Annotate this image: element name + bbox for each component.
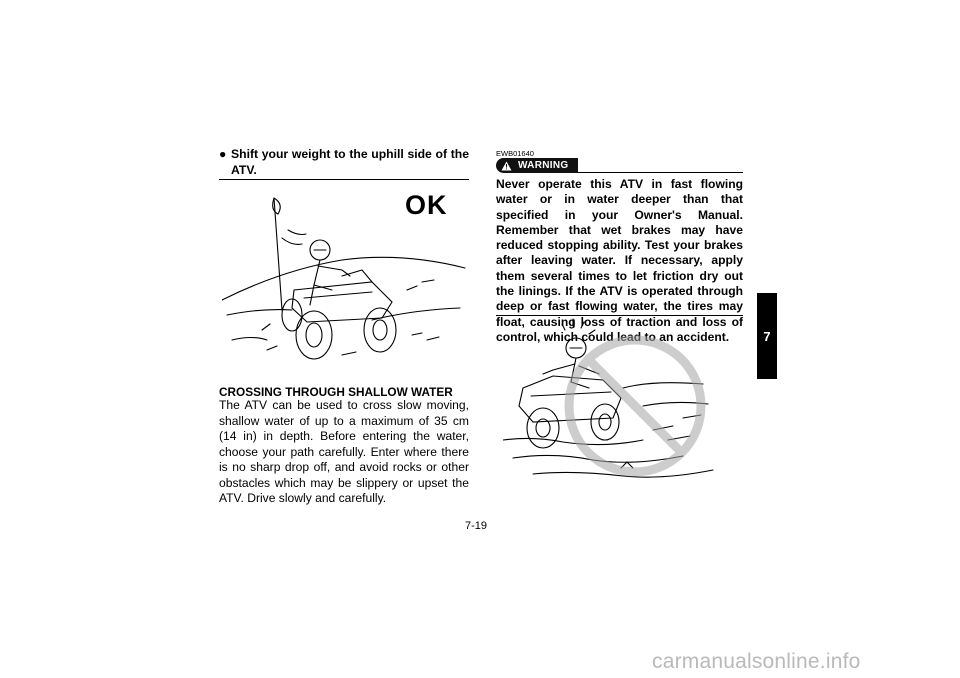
page-number: 7-19 (465, 520, 488, 532)
section-body-text: The ATV can be used to cross slow moving, shallow water of up to a maximum of 35 cm (14 in) in depth. Before entering the water, choose your path carefully. Enter where there is no sharp drop off, and avoid rocks or other obstacles which may be slippery or upset the ATV. Drive slowly and carefully. (219, 398, 469, 505)
warning-text: Never operate this ATV in fast flowing water or in water deeper than that specified in your Owner's Manual. Remember that wet brakes may have reduced stopping ability. Test your brakes after leaving water. If necessary, apply them several times to let friction dry out the linings. If the ATV is operated through deep or fast flowing water, the tires may float, causing loss of traction and loss of control, which could lead to an accident. (496, 177, 743, 344)
chapter-tab: 7 (757, 293, 777, 379)
site-watermark: carmanualsonline.info (652, 650, 861, 673)
warning-bottom-rule (496, 315, 743, 316)
atv-uphill-illustration (222, 190, 467, 370)
warning-top-rule (578, 172, 743, 173)
warning-code: EWB01640 (496, 149, 534, 158)
warning-triangle-icon (501, 161, 512, 171)
bullet-icon: ● (219, 147, 227, 161)
section-heading: CROSSING THROUGH SHALLOW WATER (219, 385, 453, 399)
bullet-text: Shift your weight to the uphill side of the ATV. (231, 147, 469, 177)
warning-badge (496, 158, 578, 173)
ok-label: OK (405, 190, 448, 220)
warning-label: WARNING (518, 160, 569, 171)
bullet-instruction (219, 147, 469, 178)
divider-line (219, 179, 469, 180)
atv-deep-water-illustration (503, 318, 718, 488)
